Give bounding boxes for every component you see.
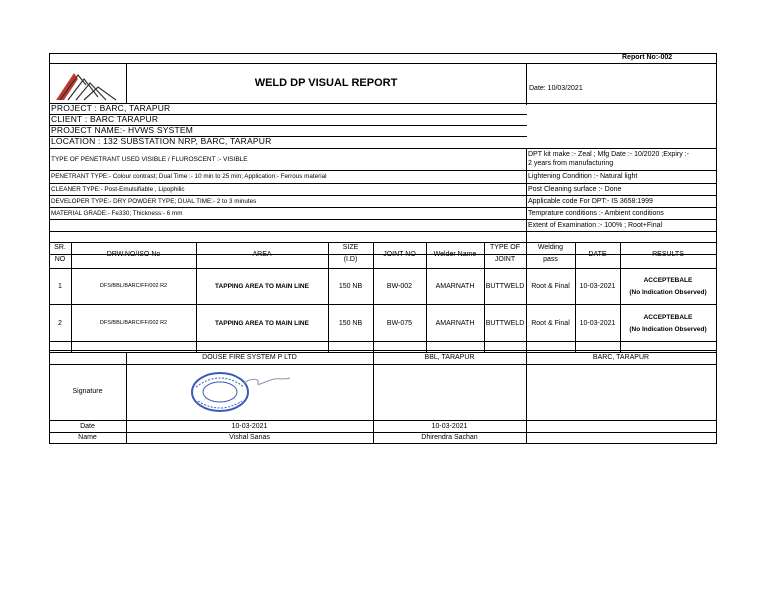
location: LOCATION : 132 SUBSTATION NRP, BARC, TARAPUR xyxy=(51,136,272,146)
row-type: BUTTWELD xyxy=(485,283,525,290)
company-logo xyxy=(54,67,120,101)
row-pass: Root & Final xyxy=(531,320,570,327)
col-date: DATE xyxy=(588,251,607,258)
row-result: ACCEPTEBALE (No Indication Observed) xyxy=(629,314,707,333)
row-size: 150 NB xyxy=(338,283,363,290)
developer-type: DEVELOPER TYPE:- DRY POWDER TYPE; DUAL TIME:- 2 to 3 minutes xyxy=(51,198,257,205)
date-label: Date xyxy=(80,423,95,430)
row-size: 150 NB xyxy=(338,320,363,327)
report-date: Date: 10/03/2021 xyxy=(529,85,583,92)
penetrant-type: PENETRANT TYPE:- Colour contrast; Dual Time :- 10 min to 25 min; Application:- Ferrous material xyxy=(51,173,327,180)
name-label: Name xyxy=(78,434,97,441)
row-result: ACCEPTEBALE (No Indication Observed) xyxy=(629,277,707,296)
row-welder: AMARNATH xyxy=(435,283,475,290)
client: CLIENT : BARC TARAPUR xyxy=(51,114,159,124)
material-grade: MATERIAL GRADE:- Fe330; Thickness:- 6 mm xyxy=(51,210,183,217)
col-welder: Welder Name xyxy=(433,251,477,258)
penetrant-used: TYPE OF PENETRANT USED VISIBLE / FLUROSCENT :- VISIBLE xyxy=(51,156,248,163)
dpt-kit-line1: DPT kit make :- Zeal ; Mfg Date :- 10/2020 ;Expiry :- xyxy=(528,151,689,158)
row-type: BUTTWELD xyxy=(485,320,525,327)
party1-date: 10-03-2021 xyxy=(231,423,268,430)
lighting-condition: Lightening Condition :- Natural light xyxy=(528,173,638,180)
party1-name: Vishal Sanas xyxy=(229,434,270,441)
applicable-code: Applicable code For DPT:- IS 3658:1999 xyxy=(528,198,653,205)
row-sr: 1 xyxy=(58,283,62,290)
row-area: TAPPING AREA TO MAIN LINE xyxy=(215,283,309,290)
extent-of-examination: Extent of Examination :- 100% ; Root+Final xyxy=(528,222,663,229)
project: PROJECT : BARC, TARAPUR xyxy=(51,103,171,113)
cleaner-type: CLEANER TYPE:- Post-Emulsifiable , Lipophilic xyxy=(51,186,185,193)
col-sr: SR. NO xyxy=(54,244,66,263)
row-pass: Root & Final xyxy=(531,283,570,290)
project-name: PROJECT NAME:- HVWS SYSTEM xyxy=(51,125,194,135)
row-joint-no: BW-002 xyxy=(386,283,413,290)
col-type: TYPE OF JOINT xyxy=(490,244,520,263)
row-sr: 2 xyxy=(58,320,62,327)
col-results: RESULTS xyxy=(652,251,684,258)
col-welding-pass: Welding pass xyxy=(537,244,564,263)
party2-name: Dhirendra Sachan xyxy=(421,434,478,441)
post-cleaning: Post Cleaning surface :- Done xyxy=(528,186,622,193)
temperature-condition: Temprature conditions :- Ambient conditions xyxy=(528,210,664,217)
signoff-party1: DOUSE FIRE SYSTEM P LTD xyxy=(202,354,297,361)
signoff-party3: BARC, TARAPUR xyxy=(592,354,650,361)
col-size: SIZE (I.D) xyxy=(342,244,359,263)
col-joint-no: JOINT NO xyxy=(383,251,416,258)
row-date: 10-03-2021 xyxy=(579,283,616,290)
signature-label: Signature xyxy=(72,388,103,395)
row-drw: DFS/BBL/BARC/FF/002 R2 xyxy=(99,283,168,289)
row-welder: AMARNATH xyxy=(435,320,475,327)
row-date: 10-03-2021 xyxy=(579,320,616,327)
company-stamp xyxy=(186,369,296,415)
report-number: Report No:-002 xyxy=(622,54,673,61)
dpt-kit-line2: 2 years from manufacturing xyxy=(528,160,614,167)
row-area: TAPPING AREA TO MAIN LINE xyxy=(215,320,309,327)
signoff-party2: BBL, TARAPUR xyxy=(424,354,475,361)
party2-date: 10-03-2021 xyxy=(431,423,468,430)
col-drw: DRW.NO/ISO No xyxy=(106,251,161,258)
row-joint-no: BW-075 xyxy=(386,320,413,327)
col-area: AREA xyxy=(252,251,272,258)
row-drw: DFS/BBL/BARC/FF/002 R2 xyxy=(99,320,168,326)
report-title: WELD DP VISUAL REPORT xyxy=(254,77,398,89)
